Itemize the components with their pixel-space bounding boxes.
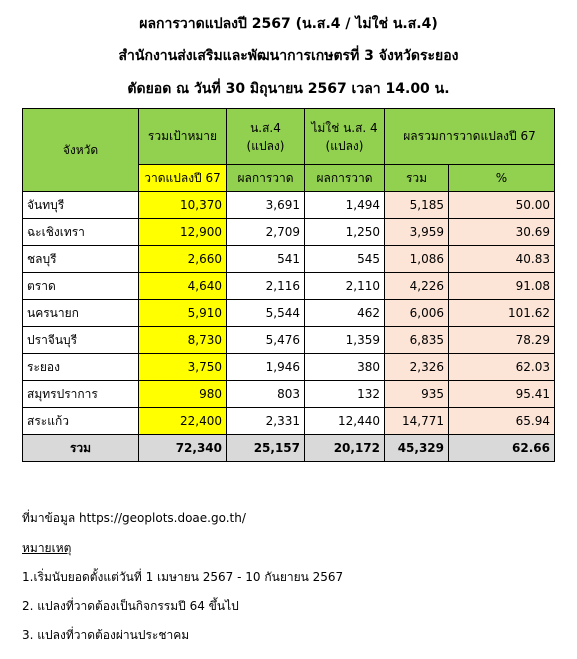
cell-sum: 1,086 [385,246,449,273]
cell-percent: 62.03 [449,354,555,381]
cell-target: 8,730 [139,327,227,354]
cell-percent: 30.69 [449,219,555,246]
cell-ns4: 2,331 [227,408,305,435]
table-row [23,219,555,246]
cell-target: 10,370 [139,192,227,219]
cell-ns4: 3,691 [227,192,305,219]
cell-non-ns4: 132 [305,381,385,408]
subheader-ns4-result: ผลการวาด [227,165,305,192]
col-header-ns4-line2: (แปลง) [246,138,285,153]
total-percent: 62.66 [449,435,555,462]
table-row [23,246,555,273]
cell-sum: 935 [385,381,449,408]
cell-non-ns4: 12,440 [305,408,385,435]
col-header-non-ns4 [305,109,385,165]
cell-target: 980 [139,381,227,408]
total-sum: 45,329 [385,435,449,462]
cell-province: สระแก้ว [23,408,139,435]
col-header-ns4-line1: น.ส.4 [250,120,281,135]
cell-ns4: 5,544 [227,300,305,327]
subheader-sum: รวม [385,165,449,192]
table-row [23,354,555,381]
cell-sum: 2,326 [385,354,449,381]
table-row [23,300,555,327]
table-row [23,327,555,354]
cell-ns4: 803 [227,381,305,408]
cell-sum: 4,226 [385,273,449,300]
cell-percent: 50.00 [449,192,555,219]
total-target: 72,340 [139,435,227,462]
table-row [23,381,555,408]
cell-province: นครนายก [23,300,139,327]
cell-province: ชลบุรี [23,246,139,273]
note-item-2: 2. แปลงที่วาดต้องเป็นกิจกรรมปี 64 ขึ้นไป [22,599,239,613]
cell-target: 4,640 [139,273,227,300]
col-header-non-ns4-line1: ไม่ใช่ น.ส. 4 [311,120,378,135]
cell-target: 12,900 [139,219,227,246]
cell-non-ns4: 462 [305,300,385,327]
cell-non-ns4: 545 [305,246,385,273]
cell-province: จันทบุรี [23,192,139,219]
col-header-target: รวมเป้าหมาย [139,109,227,165]
total-non-ns4: 20,172 [305,435,385,462]
col-header-non-ns4-line2: (แปลง) [325,138,364,153]
table-row [23,192,555,219]
total-row [23,435,555,462]
cell-sum: 3,959 [385,219,449,246]
cell-sum: 14,771 [385,408,449,435]
col-header-province: จังหวัด [23,109,139,192]
data-source: ที่มาข้อมูล https://geoplots.doae.go.th/ [22,511,246,525]
note-item-1: 1.เริ่มนับยอดตั้งแต่วันที่ 1 เมษายน 2567 - 10 กันยายน 2567 [22,570,344,584]
cell-percent: 91.08 [449,273,555,300]
subheader-target: วาดแปลงปี 67 [139,165,227,192]
cell-percent: 95.41 [449,381,555,408]
cell-target: 3,750 [139,354,227,381]
cell-sum: 6,006 [385,300,449,327]
table-row [23,408,555,435]
office-name: สำนักงานส่งเสริมและพัฒนาการเกษตรที่ 3 จังหวัดระยอง [118,48,459,64]
cell-province: สมุทรปราการ [23,381,139,408]
cell-non-ns4: 380 [305,354,385,381]
cell-target: 2,660 [139,246,227,273]
cell-sum: 5,185 [385,192,449,219]
col-header-sum-total: ผลรวมการวาดแปลงปี 67 [385,109,555,165]
notes-title: หมายเหตุ [22,541,72,555]
cell-ns4: 2,116 [227,273,305,300]
table-row [23,273,555,300]
cell-non-ns4: 1,494 [305,192,385,219]
cell-target: 22,400 [139,408,227,435]
cell-non-ns4: 2,110 [305,273,385,300]
subheader-percent: % [449,165,555,192]
cell-province: ตราด [23,273,139,300]
cell-ns4: 5,476 [227,327,305,354]
cell-target: 5,910 [139,300,227,327]
note-item-3: 3. แปลงที่วาดต้องผ่านประชาคม [22,628,190,642]
total-label: รวม [23,435,139,462]
cell-non-ns4: 1,359 [305,327,385,354]
report-title: ผลการวาดแปลงปี 2567 (น.ส.4 / ไม่ใช่ น.ส.4) [139,16,438,32]
cell-province: ระยอง [23,354,139,381]
cell-non-ns4: 1,250 [305,219,385,246]
cutoff-date: ตัดยอด ณ วันที่ 30 มิถุนายน 2567 เวลา 14.00 น. [127,81,450,97]
cell-percent: 78.29 [449,327,555,354]
col-header-ns4 [227,109,305,165]
cell-percent: 65.94 [449,408,555,435]
cell-percent: 101.62 [449,300,555,327]
total-ns4: 25,157 [227,435,305,462]
subheader-non-ns4-result: ผลการวาด [305,165,385,192]
cell-ns4: 2,709 [227,219,305,246]
results-table [22,108,555,462]
cell-province: ปราจีนบุรี [23,327,139,354]
cell-sum: 6,835 [385,327,449,354]
cell-province: ฉะเชิงเทรา [23,219,139,246]
cell-ns4: 1,946 [227,354,305,381]
cell-percent: 40.83 [449,246,555,273]
cell-ns4: 541 [227,246,305,273]
